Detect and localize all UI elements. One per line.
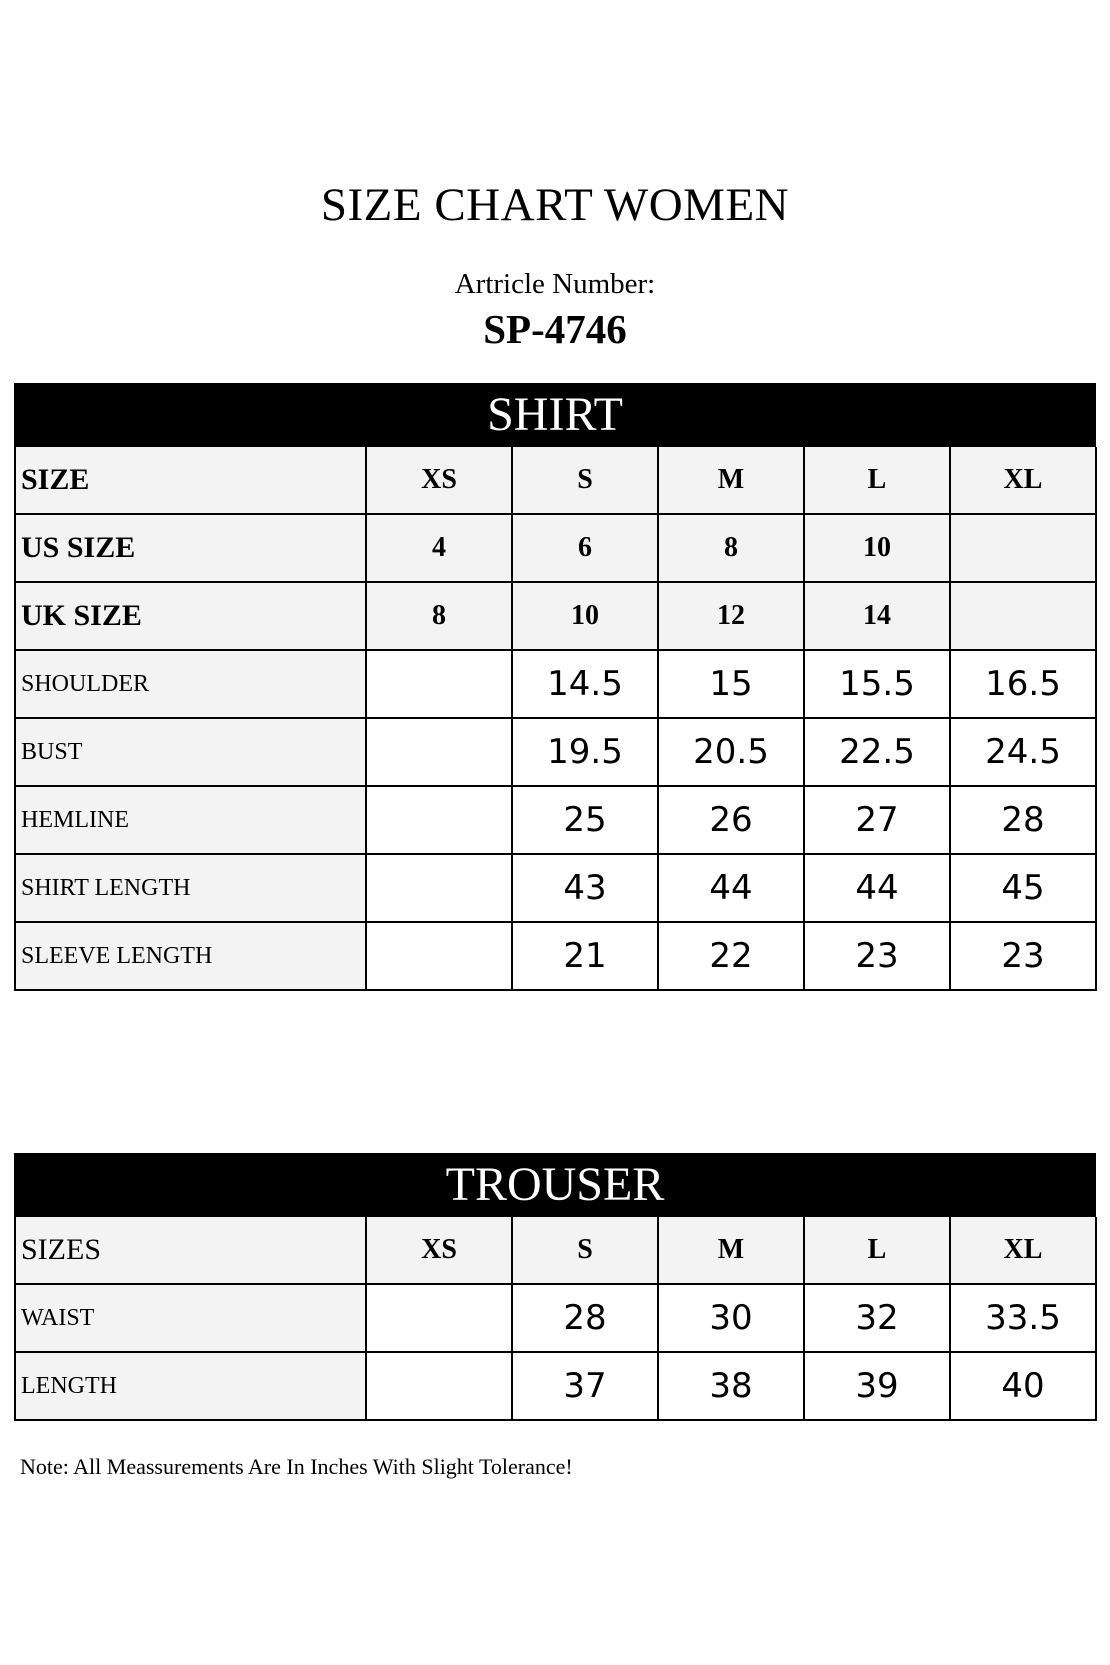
shirt-row-bust-xl: 24.5 (951, 719, 1097, 787)
shirt-size-table (14, 383, 1096, 991)
shirt-row-sleeve-length-label: SLEEVE LENGTH (14, 923, 367, 991)
shirt-header-size-xs: XS (367, 447, 513, 515)
trouser-row-length-label: LENGTH (14, 1353, 367, 1421)
shirt-row-hemline-label: HEMLINE (14, 787, 367, 855)
trouser-row-waist-xl: 33.5 (951, 1285, 1097, 1353)
shirt-us-size-xl (951, 515, 1097, 583)
shirt-uk-size-label: UK SIZE (14, 583, 367, 651)
trouser-row-length-l: 39 (805, 1353, 951, 1421)
shirt-row-shirt-length-xl: 45 (951, 855, 1097, 923)
trouser-row-waist-m: 30 (659, 1285, 805, 1353)
trouser-row-length-xs (367, 1353, 513, 1421)
shirt-header-size-s: S (513, 447, 659, 515)
shirt-row-bust-m: 20.5 (659, 719, 805, 787)
shirt-row-sleeve-length-xl: 23 (951, 923, 1097, 991)
shirt-heading: SHIRT (14, 383, 1096, 447)
shirt-row-shoulder-m: 15 (659, 651, 805, 719)
shirt-row-sleeve-length-l: 23 (805, 923, 951, 991)
shirt-grid (14, 447, 1096, 991)
shirt-header-size-m: M (659, 447, 805, 515)
shirt-row-shoulder-xs (367, 651, 513, 719)
shirt-uk-size-xs: 8 (367, 583, 513, 651)
shirt-row-bust-label: BUST (14, 719, 367, 787)
trouser-header-size-l: L (805, 1217, 951, 1285)
shirt-row-hemline-xs (367, 787, 513, 855)
trouser-header-size-xs: XS (367, 1217, 513, 1285)
trouser-header-size-s: S (513, 1217, 659, 1285)
shirt-row-hemline-xl: 28 (951, 787, 1097, 855)
shirt-header-size-label: SIZE (14, 447, 367, 515)
shirt-uk-size-m: 12 (659, 583, 805, 651)
shirt-row-hemline-s: 25 (513, 787, 659, 855)
shirt-row-shirt-length-s: 43 (513, 855, 659, 923)
shirt-row-shirt-length-xs (367, 855, 513, 923)
shirt-row-shoulder-l: 15.5 (805, 651, 951, 719)
shirt-row-bust-l: 22.5 (805, 719, 951, 787)
trouser-row-length-xl: 40 (951, 1353, 1097, 1421)
page-title: SIZE CHART WOMEN (320, 179, 790, 231)
shirt-row-bust-s: 19.5 (513, 719, 659, 787)
shirt-row-shoulder-xl: 16.5 (951, 651, 1097, 719)
shirt-row-shirt-length-label: SHIRT LENGTH (14, 855, 367, 923)
shirt-row-hemline-l: 27 (805, 787, 951, 855)
article-number-label: Artricle Number: (454, 268, 656, 300)
shirt-uk-size-l: 14 (805, 583, 951, 651)
shirt-row-shoulder-label: SHOULDER (14, 651, 367, 719)
trouser-header-sizes-label: SIZES (14, 1217, 367, 1285)
shirt-us-size-s: 6 (513, 515, 659, 583)
trouser-row-waist-xs (367, 1285, 513, 1353)
shirt-header-size-xl: XL (951, 447, 1097, 515)
shirt-uk-size-s: 10 (513, 583, 659, 651)
shirt-us-size-l: 10 (805, 515, 951, 583)
shirt-row-sleeve-length-m: 22 (659, 923, 805, 991)
shirt-row-shirt-length-l: 44 (805, 855, 951, 923)
shirt-row-sleeve-length-s: 21 (513, 923, 659, 991)
shirt-row-bust-xs (367, 719, 513, 787)
trouser-row-waist-l: 32 (805, 1285, 951, 1353)
shirt-row-shirt-length-m: 44 (659, 855, 805, 923)
trouser-row-waist-s: 28 (513, 1285, 659, 1353)
article-number: SP-4746 (483, 306, 627, 352)
shirt-uk-size-xl (951, 583, 1097, 651)
shirt-row-sleeve-length-xs (367, 923, 513, 991)
trouser-header-size-xl: XL (951, 1217, 1097, 1285)
trouser-row-waist-label: WAIST (14, 1285, 367, 1353)
trouser-row-length-m: 38 (659, 1353, 805, 1421)
trouser-header-size-m: M (659, 1217, 805, 1285)
trouser-row-length-s: 37 (513, 1353, 659, 1421)
trouser-size-table (14, 1153, 1096, 1421)
shirt-header-size-l: L (805, 447, 951, 515)
shirt-row-shoulder-s: 14.5 (513, 651, 659, 719)
trouser-heading: TROUSER (14, 1153, 1096, 1217)
shirt-row-hemline-m: 26 (659, 787, 805, 855)
trouser-grid (14, 1217, 1096, 1421)
measurement-note: Note: All Meassurements Are In Inches With Slight Tolerance! (20, 1454, 573, 1479)
shirt-us-size-xs: 4 (367, 515, 513, 583)
shirt-us-size-label: US SIZE (14, 515, 367, 583)
shirt-us-size-m: 8 (659, 515, 805, 583)
